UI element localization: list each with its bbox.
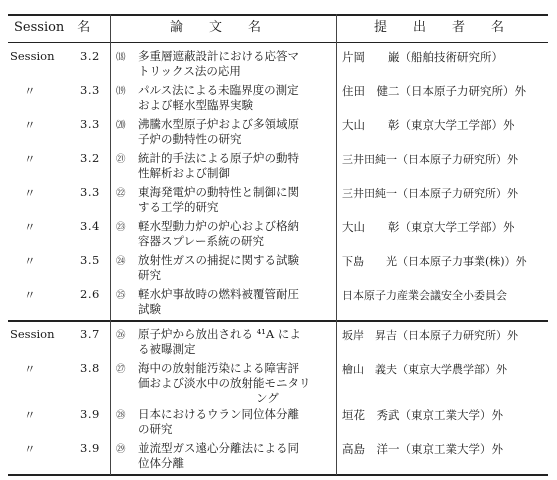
table-row xyxy=(8,149,548,183)
session-value: 3.2 xyxy=(80,49,100,63)
paper-title: 統計的手法による原子炉の動特 性解析および制御 xyxy=(138,151,299,180)
paper-title: 沸騰水型原子炉および多領域原 子炉の動特性の研究 xyxy=(138,117,299,146)
paper-number: ㉙ xyxy=(116,444,126,455)
author: 檜山 義夫（東京大学農学部）外 xyxy=(342,363,507,376)
session-label: Session xyxy=(10,327,55,341)
paper-number: ⒆ xyxy=(116,86,126,97)
author: 住田 健二（日本原子力研究所）外 xyxy=(342,84,526,98)
table-row xyxy=(8,285,548,319)
session-label: 〃 xyxy=(24,84,36,98)
paper-number: ㉗ xyxy=(116,364,126,375)
session-label: 〃 xyxy=(24,254,36,268)
session-value: 3.9 xyxy=(80,441,100,455)
table-row xyxy=(8,47,548,81)
author: 下島 光（日本原子力事業(株)）外 xyxy=(342,255,527,268)
author: 高島 洋一（東京工業大学）外 xyxy=(342,442,503,456)
header-session: Session 名 xyxy=(14,20,91,35)
paper-number: ㉕ xyxy=(116,290,126,301)
paper-title: 原子炉から放出される ⁴¹A によ る被曝測定 xyxy=(138,327,301,356)
group-divider-rule xyxy=(8,320,548,322)
session-value: 3.7 xyxy=(80,327,100,341)
session-value: 3.5 xyxy=(80,253,100,267)
author: 大山 彰（東京大学工学部）外 xyxy=(342,118,515,132)
session-value: 3.8 xyxy=(80,361,100,375)
session-label: 〃 xyxy=(24,408,36,422)
session-label: Session xyxy=(10,49,55,63)
bottom-rule xyxy=(8,474,548,476)
paper-title: 東海発電炉の動特性と制御に関 する工学的研究 xyxy=(138,185,299,214)
table-row xyxy=(8,439,548,473)
paper-number: ㉒ xyxy=(116,188,126,199)
paper-number: ㉘ xyxy=(116,410,126,421)
paper-title: 軽水型動力炉の炉心および格納 容器スプレー系統の研究 xyxy=(138,219,299,248)
session-value: 3.4 xyxy=(80,219,100,233)
table-row xyxy=(8,405,548,439)
header-paper-title: 論 文 名 xyxy=(170,20,262,35)
header-author: 提 出 者 名 xyxy=(374,20,505,35)
session-value: 3.9 xyxy=(80,407,100,421)
author: 垣花 秀武（東京工業大学）外 xyxy=(342,408,503,422)
session-value: 2.6 xyxy=(80,287,100,301)
session-value: 3.3 xyxy=(80,117,100,131)
author: 片岡 巌（船舶技術研究所） xyxy=(342,50,503,64)
session-value: 3.3 xyxy=(80,83,100,97)
paper-number: ㉔ xyxy=(116,256,126,267)
paper-number: ㉑ xyxy=(116,154,126,165)
session-label: 〃 xyxy=(24,152,36,166)
author: 坂岸 昇吉（日本原子力研究所）外 xyxy=(342,329,518,342)
table-row xyxy=(8,251,548,285)
table-row xyxy=(8,217,548,251)
author: 三井田純一（日本原子力研究所）外 xyxy=(342,153,518,166)
session-label: 〃 xyxy=(24,186,36,200)
paper-number: ㉖ xyxy=(116,330,126,341)
table-row xyxy=(8,325,548,359)
paper-title: 並流型ガス遠心分離法による同 位体分離 xyxy=(138,441,299,470)
paper-title: 放射性ガスの捕捉に関する試験 研究 xyxy=(138,253,299,282)
session-label: 〃 xyxy=(24,442,36,456)
session-label: 〃 xyxy=(24,362,36,376)
paper-number: ⒇ xyxy=(116,120,126,131)
table-row xyxy=(8,183,548,217)
session-label: 〃 xyxy=(24,118,36,132)
paper-title: パルス法による未臨界度の測定 および軽水型臨界実験 xyxy=(138,83,299,112)
session-value: 3.3 xyxy=(80,185,100,199)
paper-title: 日本におけるウラン同位体分離 の研究 xyxy=(138,407,299,436)
paper-title: 軽水炉事故時の燃料被覆管耐圧 試験 xyxy=(138,287,299,316)
table-row xyxy=(8,81,548,115)
author: 大山 彰（東京大学工学部）外 xyxy=(342,220,515,234)
table-row xyxy=(8,115,548,149)
paper-title: 多重層遮蔽設計における応答マ トリックス法の応用 xyxy=(138,49,299,78)
session-label: 〃 xyxy=(24,220,36,234)
paper-title: 海中の放射能汚染による障害評 価および淡水中の放射能モニタリ ング xyxy=(138,361,311,405)
author: 三井田純一（日本原子力研究所）外 xyxy=(342,187,518,200)
header-rule xyxy=(8,42,548,43)
session-label: 〃 xyxy=(24,288,36,302)
table-row xyxy=(8,359,548,405)
paper-number: ⒅ xyxy=(116,52,126,63)
session-value: 3.2 xyxy=(80,151,100,165)
paper-number: ㉓ xyxy=(116,222,126,233)
author: 日本原子力産業会議安全小委員会 xyxy=(342,289,507,302)
